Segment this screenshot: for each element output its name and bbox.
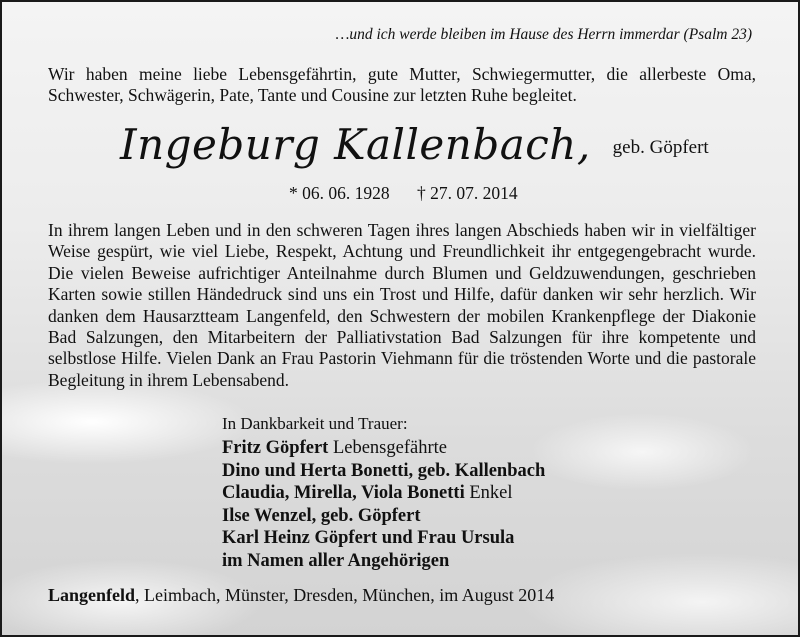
mourner-item xyxy=(222,505,545,528)
mourner-relation: Lebensgefährte xyxy=(332,438,447,458)
mourner-item xyxy=(222,482,545,505)
place-main: Langenfeld xyxy=(48,585,136,605)
birth-name: geb. Göpfert xyxy=(612,137,709,158)
mourner-item xyxy=(222,437,545,460)
mourner-name: Dino und Herta Bonetti, geb. Kallenbach xyxy=(222,460,546,481)
thanks-paragraph: In ihrem langen Leben und in den schweren Tagen ihres langen Abschieds haben wir in vielfältiger Weise gespürt, wie viel Liebe, Respekt, Achtung und Freundlichkeit ihr entgegengebracht wurde. Die vielen Beweise aufrichtiger Anteilnahme durch Blumen und Geldzuwendungen, geschrieben Karten sowie stillen Händedruck sind uns ein Trost und Hilfe, dafür danken wir sehr herzlich. Wir danken dem Hausarztteam Langenfeld, den Schwestern der mobilen Krankenpflege der Diakonie Bad Salzungen, den Mitarbeitern der Palliativstation Bad Salzungen für ihre kompetente und selbstlose Hilfe. Vielen Dank an Frau Pastorin Viehmann für die tröstenden Worte und die pastorale Begleitung in ihrem Lebensabend. xyxy=(48,220,756,390)
mourner-name: Fritz Göpfert xyxy=(222,438,329,458)
mourner-name: Claudia, Mirella, Viola Bonetti xyxy=(222,483,465,503)
mourner-relation: Enkel xyxy=(469,483,513,503)
mourner-name: im Namen aller Angehörigen xyxy=(222,550,450,571)
place-rest: , Leimbach, Münster, Dresden, München, im August 2014 xyxy=(135,585,555,605)
mourner-item xyxy=(222,527,545,550)
intro-paragraph: Wir haben meine liebe Lebensgefährtin, gute Mutter, Schwiegermutter, die allerbeste Oma, Schwester, Schwägerin, Pate, Tante und Cousine zur letzten Ruhe begleitet. xyxy=(48,64,756,105)
birth-date: * 06. 06. 1928 xyxy=(289,183,390,203)
mourners-list xyxy=(222,437,545,572)
deceased-name-line xyxy=(120,120,709,169)
mourner-item xyxy=(222,460,545,483)
mourner-name: Ilse Wenzel, geb. Göpfert xyxy=(222,505,421,526)
death-date: † 27. 07. 2014 xyxy=(417,183,518,203)
mourner-name: Karl Heinz Göpfert und Frau Ursula xyxy=(222,528,515,548)
grief-intro: In Dankbarkeit und Trauer: xyxy=(222,414,408,433)
deceased-name: Ingeburg Kallenbach, xyxy=(120,120,591,169)
mourner-item xyxy=(222,550,545,573)
psalm-quote: …und ich werde bleiben im Hause des Herrn immerdar (Psalm 23) xyxy=(335,26,752,43)
place-and-date xyxy=(48,585,554,606)
